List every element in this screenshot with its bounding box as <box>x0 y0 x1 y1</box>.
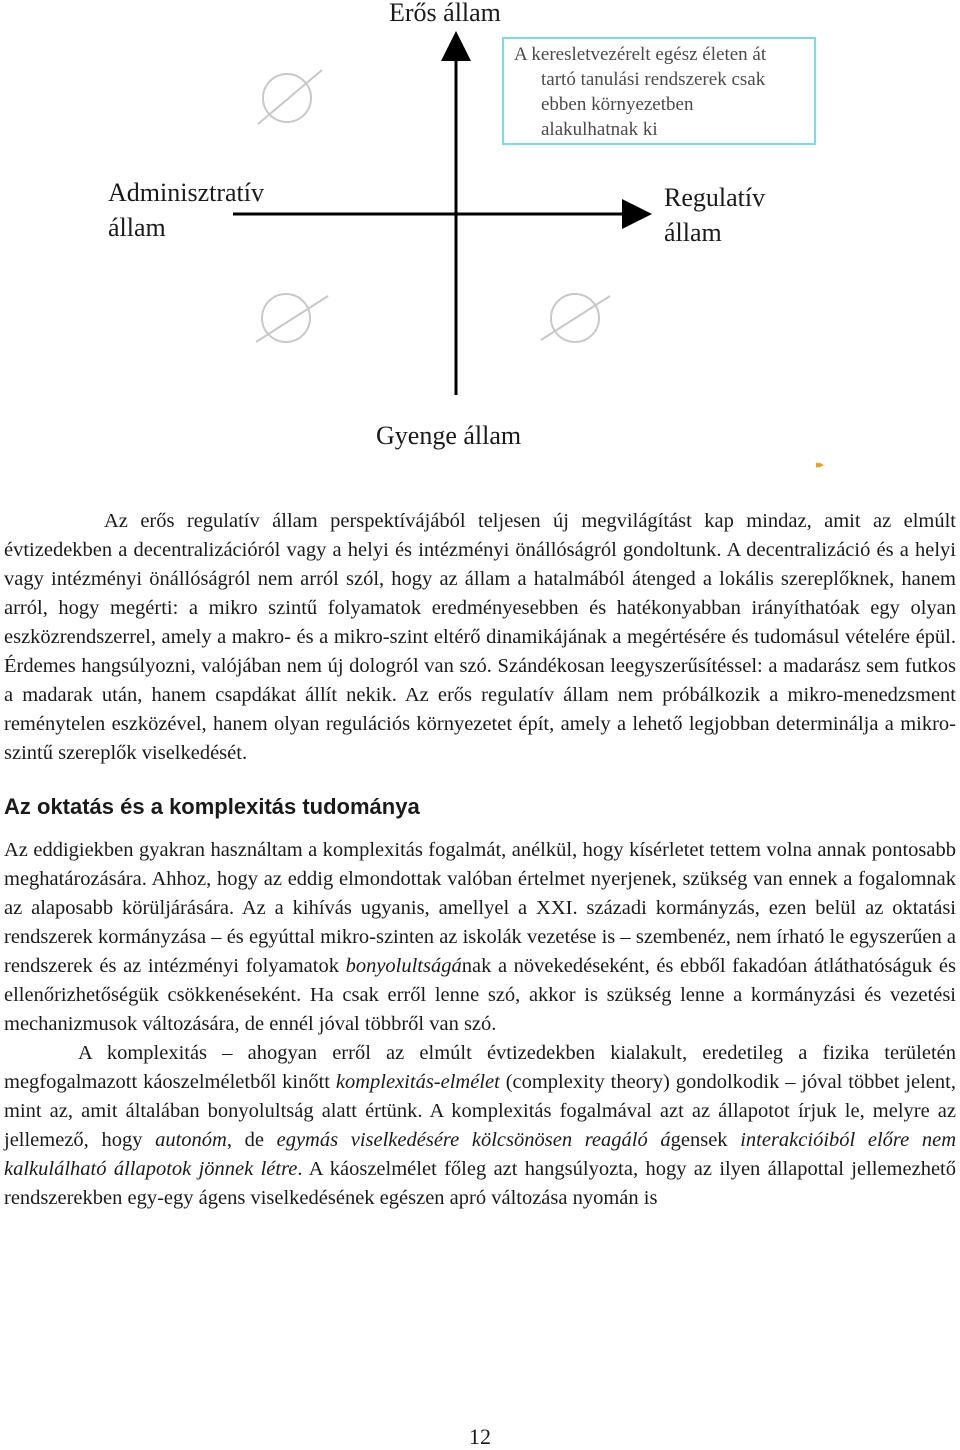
empty-set-icon <box>256 294 328 342</box>
right-label: Regulatív állam <box>664 183 766 247</box>
empty-set-icon <box>541 294 610 342</box>
callout-box: A keresletvezérelt egész életen át tartó tanulási rendszerek csak ebben környezetben alakulhatnak ki <box>502 37 816 145</box>
left-label: Adminisztratív állam <box>108 178 264 242</box>
paragraph-complexity-theory: A komplexitás – ahogyan erről az elmúlt évtizedekben kialakult, eredetileg a fizika területén megfogalmazott káoszelméletből kinőtt komplexitás-elmélet (complexity theory) gondolkodik – jóval többet jelent, mint az, amit általában bonyolultság alatt értünk. A komplexitás fogalmával azt az állapotot írjuk le, melyre az jellemező, hogy autonóm, de egymás viselkedésére kölcsönösen reagáló ágensek interakcióiból előre nem kalkulálható állapotok jönnek létre. A káoszelmélet főleg azt hangsúlyozta, hogy az ilyen állapottal jellemezhető rendszerekben egy-egy ágens viselkedésének egészen apró változása nyomán is <box>4 1042 956 1209</box>
document-body <box>4 507 956 1213</box>
paragraph-regulative-state: Az erős regulatív állam perspektívájából teljesen új megvilágítást kap mindaz, amit az elmúlt évtizedekben a decentralizációról vagy a helyi és intézményi önállóságról gondoltunk. A decentralizáció és a helyi vagy intézményi önállóságról nem arról szól, hogy az állam a hatalmából átenged a lokális szereplőknek, hanem arról, hogy megérti: a mikro szintű folyamatok eredményesebben és hatékonyabban irányíthatóak egy olyan eszközrendszerrel, amely a makro- és a mikro-szint eltérő dinamikájának a megértésére és tudomásul vételére épül. Érdemes hangsúlyozni, valójában nem új dologról van szó. Szándékosan leegyszerűsítéssel: a madarász sem futkos a madarak után, hanem csapdákat állít nekik. Az erős regulatív állam nem próbálkozik a mikro-menedzsment reménytelen eszközével, hanem olyan regulációs környezetet épít, amely a lehető legjobban determinálja a mikro-szintű szereplők viselkedését. <box>4 510 956 764</box>
play-marker-icon: ▸▸ <box>816 458 822 471</box>
quadrant-diagram <box>0 0 960 480</box>
page-number: 12 <box>469 1424 491 1449</box>
empty-set-icon <box>258 70 322 124</box>
paragraph-complexity-intro: Az eddigiekben gyakran használtam a komplexitás fogalmát, anélkül, hogy kísérletet tettem volna annak pontosabb meghatározására. Ahhoz, hogy az eddig elmondottak valóban értelmet nyerjenek, szükség van ennek a fogalomnak az alaposabb körüljárására. Az a kihívás ugyanis, amellyel a XXI. századi kormányzás, ezen belül az oktatási rendszerek kormányzása – és egyúttal mikro-szinten az iskolák vezetése is – szembenéz, nem írható le egyszerűen a rendszerek és az intézményi folyamatok bonyolultságának a növekedéseként, és ebből fakadóan átláthatóságuk és ellenőrizhetőségük csökkenéseként. Ha csak erről lenne szó, akkor is szükség lenne a kormányzási és vezetési mechanizmusok változására, de ennél jóval többről van szó. <box>4 839 956 1035</box>
top-label: Erős állam <box>389 0 501 27</box>
bottom-label: Gyenge állam <box>376 421 522 450</box>
section-heading: Az oktatás és a komplexitás tudománya <box>4 794 420 819</box>
